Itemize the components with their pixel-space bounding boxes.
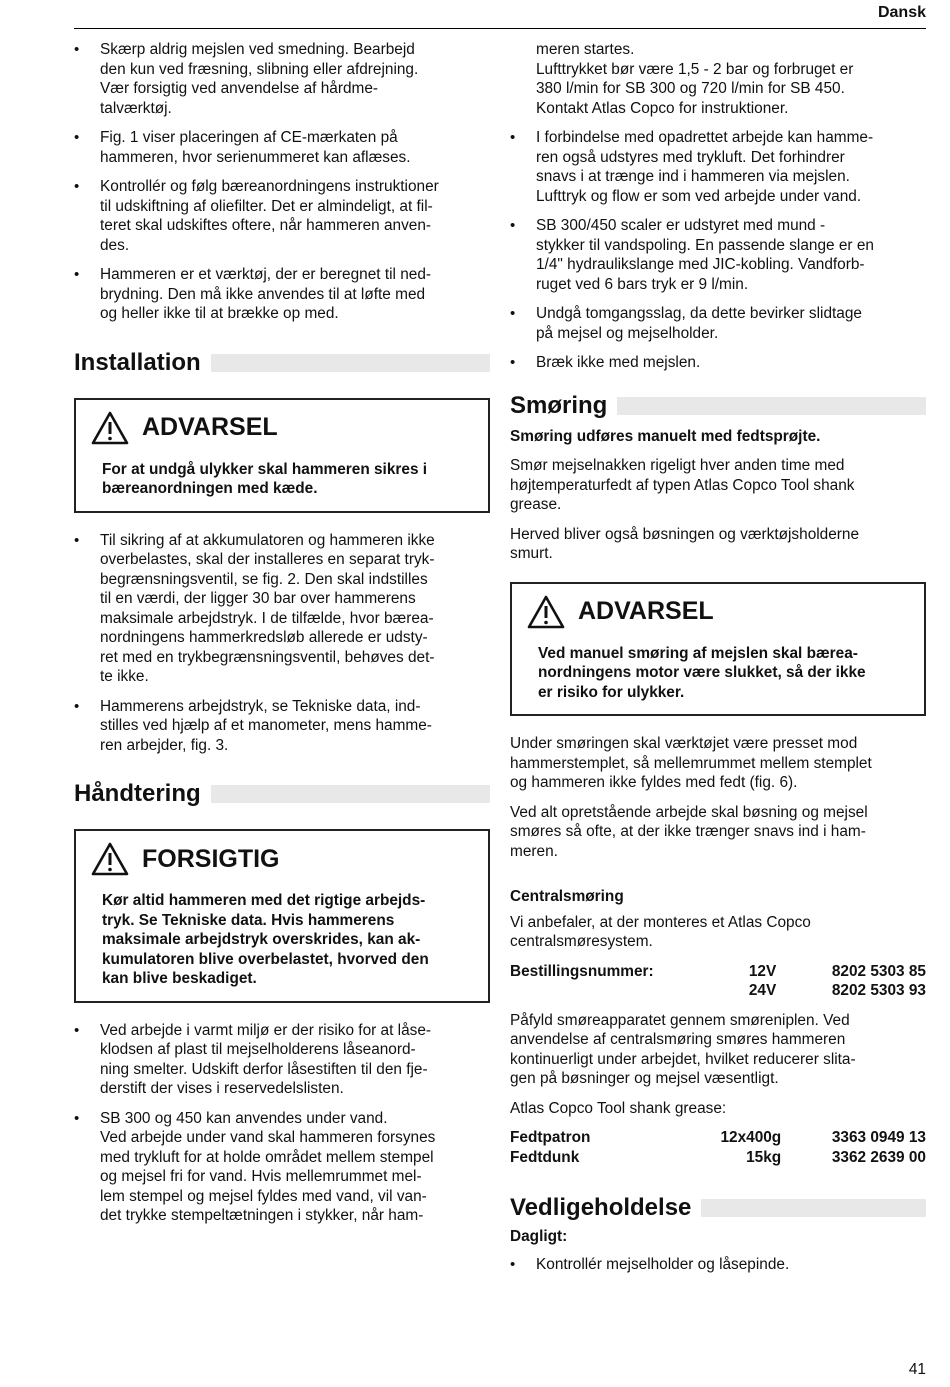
warning-triangle-icon xyxy=(90,841,130,877)
list-item: • Kontrollér og følg bæreanordningens instruktioner til udskiftning af oliefilter. Det er almindeligt, at fil- teret skal udskiftes oftere, når hammeren anven- des. xyxy=(74,177,490,255)
grease-product-table xyxy=(510,1128,926,1167)
caution-title: FORSIGTIG xyxy=(142,844,280,873)
daily-label: Dagligt: xyxy=(510,1228,568,1245)
warning-triangle-icon xyxy=(526,594,566,630)
lubrication-heading xyxy=(510,391,926,421)
paragraph: Vi anbefaler, at der monteres et Atlas Copco centralsmøresystem. xyxy=(510,913,811,950)
section-title: Installation xyxy=(74,348,201,376)
warning-title: ADVARSEL xyxy=(142,413,278,441)
voltage-cell: 24V xyxy=(748,982,777,999)
installation-heading xyxy=(74,348,490,378)
list-item: • Ved arbejde i varmt miljø er der risiko for at låse- klodsen af plast til mejselholderens låseanord- ning smelter. Udskift derfor låsestiften til den fje- derstift der vises i reservedelslisten. xyxy=(74,1021,490,1099)
section-title: Smøring xyxy=(510,391,608,419)
section-title: Vedligeholdelse xyxy=(510,1194,692,1221)
list-item: • Undgå tomgangsslag, da dette bevirker slidtage på mejsel og mejselholder. xyxy=(510,304,926,343)
product-name-cell: Fedtdunk xyxy=(510,1148,580,1166)
voltage-cell: 12V xyxy=(748,962,777,980)
paragraph: Ved alt opretstående arbejde skal bøsning og mejsel smøres så ofte, at der ikke trænger snavs ind i ham- meren. xyxy=(510,803,868,860)
lubrication-warning-box xyxy=(510,582,926,717)
product-size-cell: 12x400g xyxy=(720,1129,782,1146)
caution-text: Kør altid hammeren med det rigtige arbejds- tryk. Se Tekniske data. Hvis hammerens maksimale arbejdstryk overskrides, kan ak- kumulatoren blive overbelastet, hvorved den kan blive beskadiget. xyxy=(102,892,429,987)
maintenance-heading xyxy=(510,1193,926,1223)
product-name-cell: Fedtpatron xyxy=(510,1129,591,1146)
intro-bullet-list xyxy=(74,40,490,324)
handling-bullet-list xyxy=(74,1021,490,1226)
paragraph: Påfyld smøreapparatet gennem smøreniplen. Ved anvendelse af centralsmøring smøres hammeren kontinuerligt under arbejdet, hvilket reducerer slita- gen på bøsninger og mejsel væsentligt. xyxy=(510,1011,856,1087)
product-size-cell: 15kg xyxy=(746,1148,782,1166)
heading-bar xyxy=(211,785,490,803)
handling-heading xyxy=(74,779,490,809)
heading-bar xyxy=(211,354,490,372)
list-item: • Hammerens arbejdstryk, se Tekniske data, ind- stilles ved hjælp af et manometer, mens hamme- ren arbejder, fig. 3. xyxy=(74,697,490,756)
list-item: • Hammeren er et værktøj, der er beregnet til ned- brydning. Den må ikke anvendes til at løfte med og heller ikke til at brække op med. xyxy=(74,265,490,324)
heading-bar xyxy=(701,1199,926,1217)
continued-text: meren startes. Lufttrykket bør være 1,5 - 2 bar og forbruget er 380 l/min for SB 300 og 720 l/min for SB 450. Kontakt Atlas Copco for instruktioner. xyxy=(536,41,854,117)
section-title: Håndtering xyxy=(74,780,201,807)
header-rule xyxy=(74,28,926,29)
order-number-cell: 8202 5303 85 xyxy=(831,962,926,980)
list-item: • Fig. 1 viser placeringen af CE-mærkaten på hammeren, hvor serienummeret kan aflæses. xyxy=(74,128,490,167)
page-number: 41 xyxy=(908,1361,926,1378)
paragraph: Atlas Copco Tool shank grease: xyxy=(510,1099,727,1117)
order-number-cell: 8202 5303 93 xyxy=(831,982,926,999)
paragraph: Herved bliver også bøsningen og værktøjsholderne smurt. xyxy=(510,525,860,562)
list-item: • SB 300 og 450 kan anvendes under vand. Ved arbejde under vand skal hammeren forsynes med trykluft for at holde området mellem stempel og mejsel fri for vand. Hvis mellemrummet mel- lem stempel og mejsel fyldes med vand, vil van- det trykke stempeltætningen i stykker, når ham- xyxy=(74,1109,490,1226)
maintenance-bullet-list xyxy=(510,1255,926,1275)
paragraph: Smør mejselnakken rigeligt hver anden time med højtemperaturfedt af typen Atlas Copco Tool shank grease. xyxy=(510,457,855,513)
paragraph: Under smøringen skal værktøjet være presset mod hammerstemplet, så mellemrummet mellem stemplet og hammeren ikke fyldes med fedt (fig. 6). xyxy=(510,735,872,791)
heading-bar xyxy=(617,397,926,415)
product-number-cell: 3362 2639 00 xyxy=(831,1148,926,1166)
warning-text: For at undgå ulykker skal hammeren sikres i bæreanordningen med kæde. xyxy=(102,460,428,497)
warning-text: Ved manuel smøring af mejslen skal bærea- nordningens motor være slukket, så der ikke er risiko for ulykker. xyxy=(538,644,866,701)
table-row xyxy=(510,1128,926,1148)
handling-caution-box xyxy=(74,829,490,1003)
list-item: • I forbindelse med opadrettet arbejde kan hamme- ren også udstyres med trykluft. Det forhindrer snavs i at trænge ind i hammeren via mejslen. Lufttryk og flow er som ved arbejde under vand. xyxy=(510,128,926,206)
list-item: • Kontrollér mejselholder og låsepinde. xyxy=(510,1255,926,1275)
warning-triangle-icon xyxy=(90,410,130,446)
order-number-table xyxy=(510,962,926,1001)
installation-bullet-list xyxy=(74,531,490,756)
table-row xyxy=(510,962,926,982)
lubrication-lead: Smøring udføres manuelt med fedtsprøjte. xyxy=(510,427,821,445)
right-bullet-list xyxy=(510,128,926,373)
list-item: • Skærp aldrig mejslen ved smedning. Bearbejd den kun ved fræsning, slibning eller afdrejning. Vær forsigtig ved anvendelse af hårdme- talværktøj. xyxy=(74,40,490,118)
central-lubrication-title: Centralsmøring xyxy=(510,888,624,905)
list-item: • SB 300/450 scaler er udstyret med mund - stykker til vandspoling. En passende slange er en 1/4" hydraulikslange med JIC-kobling. Vandforb- ruget ved 6 bars tryk er 9 l/min. xyxy=(510,216,926,294)
table-row xyxy=(510,981,926,1001)
warning-title: ADVARSEL xyxy=(578,597,714,625)
list-item: • Til sikring af at akkumulatoren og hammeren ikke overbelastes, skal der installeres en separat tryk- begrænsningsventil, se fig. 2. Den skal indstilles til en værdi, der ligger 30 bar over hammerens maksimale arbejdstryk. I de tilfælde, hvor bærea- nordningens hammerkredsløb allerede er udsty- ret med en trykbegrænsningsventil, behøves det- te ikke. xyxy=(74,531,490,687)
order-label: Bestillingsnummer: xyxy=(510,962,654,980)
right-column xyxy=(510,40,926,1284)
list-item: • Bræk ikke med mejslen. xyxy=(510,353,926,373)
language-label: Dansk xyxy=(877,4,926,21)
installation-warning-box xyxy=(74,398,490,513)
table-row xyxy=(510,1148,926,1168)
left-column xyxy=(74,40,490,1236)
product-number-cell: 3363 0949 13 xyxy=(831,1129,926,1146)
